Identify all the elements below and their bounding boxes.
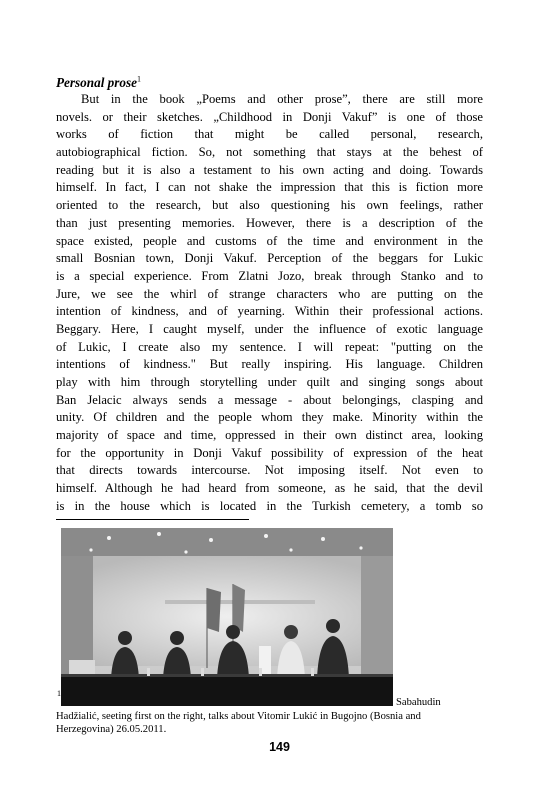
page-number: 149 <box>269 740 290 754</box>
body-line: oriented to the research, but also questioning his own feelings, rather <box>56 198 483 213</box>
caption-name-fragment: Sabahudin <box>396 697 441 708</box>
footnote-divider <box>56 519 249 520</box>
body-line: space existed, people and customs of the time and environment in the <box>56 233 483 248</box>
body-line: works of fiction that might be called personal, research, <box>56 127 483 142</box>
body-line: himself. Although he had heard from someone, as he said, that the devil <box>56 481 483 496</box>
body-line: himself. In fact, I can not shake the impression that this is fiction more <box>56 180 483 195</box>
caption-line: Herzegovina) 26.05.2011. <box>56 724 167 735</box>
body-line: play with him through storytelling under quilt and singing songs about <box>56 375 483 389</box>
body-line: unity. Of children and the people whom they make. Minority within the <box>56 410 483 425</box>
body-line: of Lukic, I create also my sentence. I will repeat: "putting on the <box>56 339 483 354</box>
body-line: autobiographical fiction. So, not something that stays at the behest of <box>56 145 483 160</box>
body-line: novels. or their sketches. „Childhood in Donji Vakuf” is one of those <box>56 109 483 124</box>
body-line: Ban Jelacic always sends a message - about belongings, clasping and <box>56 392 483 407</box>
footnote-reference: 1 <box>136 74 141 84</box>
body-line: intention of kindness, and of yearning. Within their professional actions. <box>56 304 483 319</box>
body-line: Jure, we see the whirl of strange characters who are putting on the <box>56 286 483 301</box>
body-line: that directs towards intercourse. Not imposing itself. Not even to <box>56 463 483 478</box>
footnote-marker: 1 <box>57 689 61 698</box>
body-line: intentions of kindness." But really inspiring. His language. Children <box>56 357 483 372</box>
body-line: is in the house which is located in the Turkish cemetery, a tomb so <box>56 498 483 513</box>
body-line: Beggary. Here, I caught myself, under the influence of exotic language <box>56 321 483 336</box>
body-paragraph <box>56 91 483 516</box>
body-line: majority of space and time, oppressed in their own distinct area, looking <box>56 428 483 443</box>
body-line: But in the book „Poems and other prose”, there are still more <box>81 92 483 106</box>
section-heading <box>56 74 486 91</box>
body-line: is a special experience. From Zlatni Jozo, break through Stanko and to <box>56 268 483 283</box>
body-line: than just presenting memories. However, there is a description of the <box>56 215 483 230</box>
photo-caption <box>56 710 486 736</box>
event-photo <box>61 528 393 706</box>
section-title: Personal prose <box>56 75 137 90</box>
body-line: for the opportunity in Donji Vakuf possibility of expression of the heat <box>56 445 483 460</box>
body-line: small Bosnian town, Donji Vakuf. Perception of the beggars for Lukic <box>56 251 483 266</box>
body-line: reading but it is also a testament to his own acting and doing. Towards <box>56 162 483 177</box>
caption-line: Hadžialić, seeting first on the right, talks about Vitomir Lukić in Bugojno (Bosnia and <box>56 711 421 722</box>
